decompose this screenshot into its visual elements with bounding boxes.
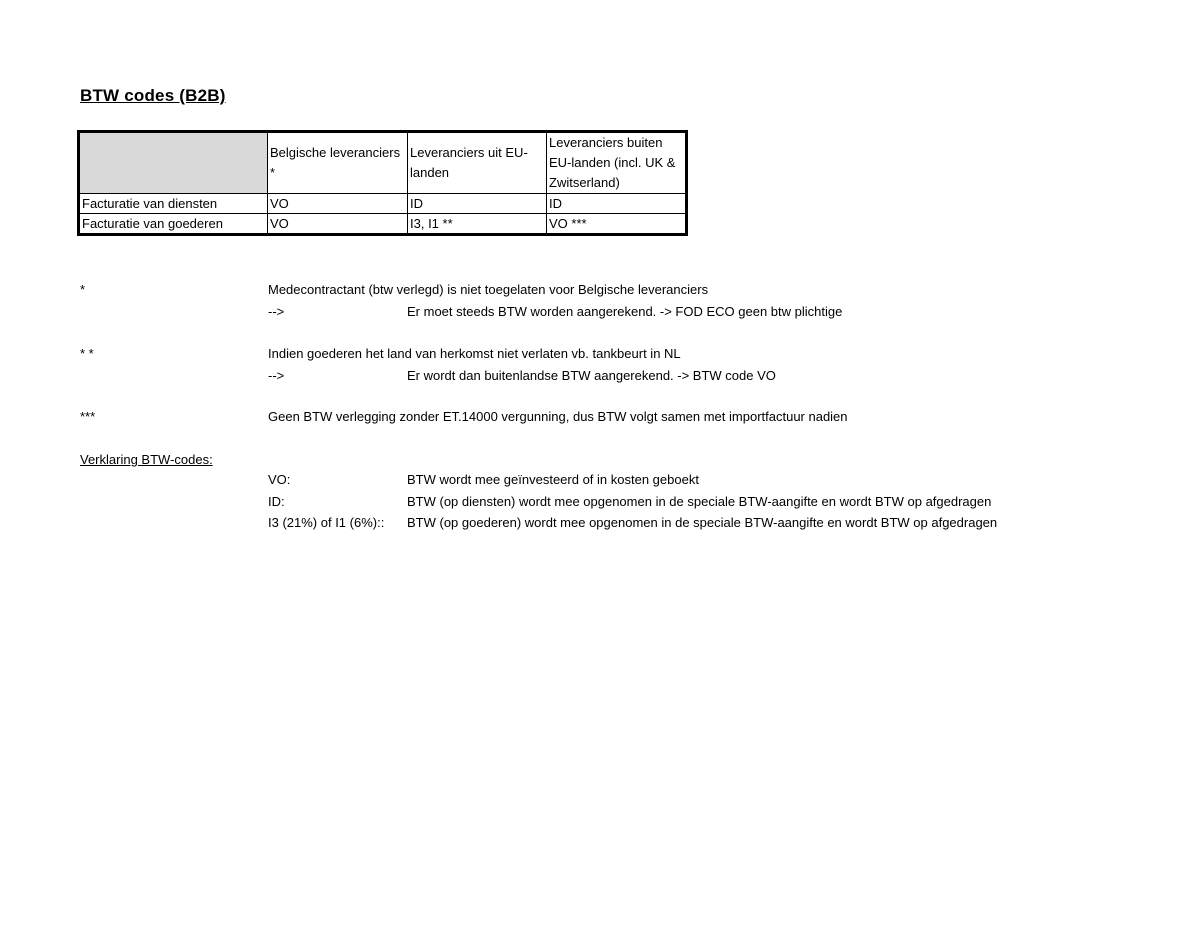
table-row — [79, 194, 687, 214]
header-leveranciers-eu: Leveranciers uit EU-landen — [408, 132, 547, 194]
table-cell: I3, I1 ** — [408, 214, 547, 235]
note-mark: *** — [80, 409, 96, 424]
legend-heading: Verklaring BTW-codes: — [80, 452, 213, 467]
legend-description: BTW (op goederen) wordt mee opgenomen in de speciale BTW-aangifte en wordt BTW op afgedragen — [407, 515, 998, 530]
note-subtext: Er moet steeds BTW worden aangerekend. -> FOD ECO geen btw plichtige — [407, 304, 843, 319]
table-cell: VO *** — [547, 214, 687, 235]
page-title: BTW codes (B2B) — [80, 86, 226, 105]
header-leveranciers-buiten-eu: Leveranciers buiten EU-landen (incl. UK & Zwitserland) — [547, 132, 687, 194]
table-cell: VO — [268, 194, 408, 214]
btw-codes-table — [77, 130, 688, 236]
table-header-row — [79, 132, 687, 194]
legend-code: I3 (21%) of I1 (6%):: — [268, 515, 385, 530]
table-cell: ID — [547, 194, 687, 214]
header-corner-cell — [79, 132, 268, 194]
table-cell: VO — [268, 214, 408, 235]
legend-description: BTW wordt mee geïnvesteerd of in kosten geboekt — [407, 472, 699, 487]
note-text: Geen BTW verlegging zonder ET.14000 vergunning, dus BTW volgt samen met importfactuur nadien — [268, 409, 848, 424]
table-row — [79, 214, 687, 235]
note-subtext: Er wordt dan buitenlandse BTW aangerekend. -> BTW code VO — [407, 368, 776, 383]
legend-code: VO: — [268, 472, 291, 487]
note-mark: * — [80, 282, 86, 297]
row-label: Facturatie van goederen — [79, 214, 268, 235]
table-cell: ID — [408, 194, 547, 214]
note-text: Medecontractant (btw verlegd) is niet toegelaten voor Belgische leveranciers — [268, 282, 709, 297]
row-label: Facturatie van diensten — [79, 194, 268, 214]
note-text: Indien goederen het land van herkomst niet verlaten vb. tankbeurt in NL — [268, 346, 681, 361]
header-belgische-leveranciers: Belgische leveranciers * — [268, 132, 408, 194]
note-mark: * * — [80, 346, 94, 361]
legend-code: ID: — [268, 494, 285, 509]
note-arrow: --> — [268, 368, 285, 383]
note-arrow: --> — [268, 304, 285, 319]
legend-description: BTW (op diensten) wordt mee opgenomen in de speciale BTW-aangifte en wordt BTW op afgedragen — [407, 494, 992, 509]
